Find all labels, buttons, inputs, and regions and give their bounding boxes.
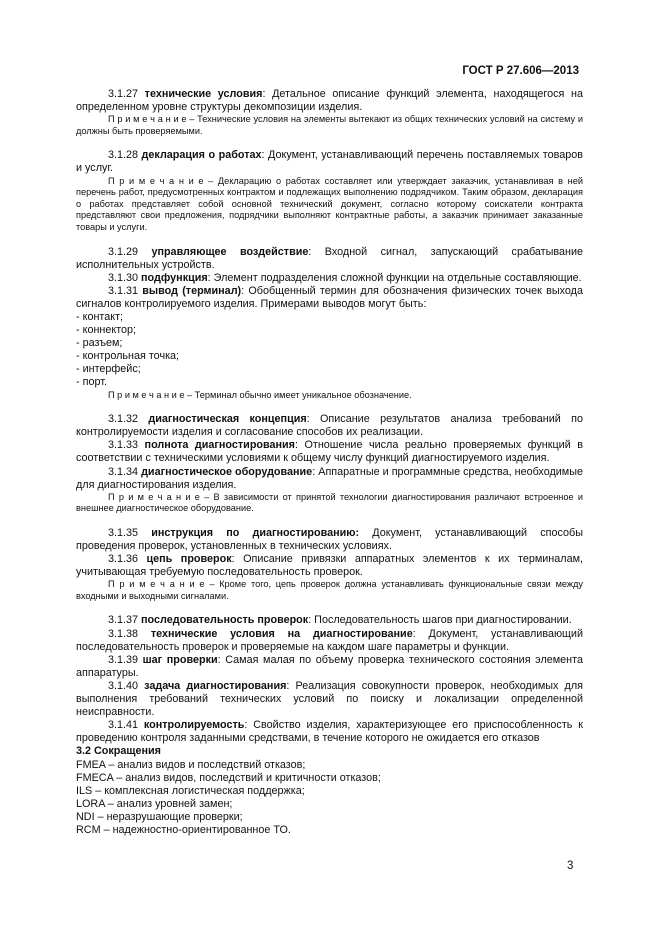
page-number: 3 bbox=[567, 860, 574, 872]
abbreviation-item: LORA – анализ уровней замен; bbox=[76, 797, 233, 810]
abbreviations-heading: 3.2 Сокращения bbox=[76, 745, 161, 758]
note-3-1-34: П р и м е ч а н и е – В зависимости от принятой технологии диагностирования различают встроенное и внешнее диагностическое оборудование. bbox=[76, 491, 583, 514]
term-entry-3-1-38: 3.1.38 технические условия на диагностирование: Документ, устанавливающий последовательность проверок и проверяемые на каждом шаге параметры и функции. bbox=[76, 627, 583, 653]
term-entry-3-1-36: 3.1.36 цепь проверок: Описание привязки аппаратных элементов к их терминалам, учитывающая требуемую последовательность проверок. bbox=[76, 553, 583, 579]
term-entry-3-1-39: 3.1.39 шаг проверки: Самая малая по объему проверка технического состояния элемента аппаратуры. bbox=[76, 653, 583, 679]
list-item: - разъем; bbox=[76, 337, 123, 350]
abbreviation-item: RCM – надежностно-ориентированное ТО. bbox=[76, 823, 291, 836]
list-item: - контакт; bbox=[76, 311, 124, 323]
list-item: - порт. bbox=[76, 376, 107, 389]
list-item: - контрольная точка; bbox=[76, 350, 180, 363]
term-entry-3-1-37: 3.1.37 последовательность проверок: Последовательность шагов при диагностировании. bbox=[108, 614, 572, 627]
term-entry-3-1-27: 3.1.27 технические условия: Детальное описание функций элемента, находящегося на определенном уровне структуры декомпозиции изделия. bbox=[76, 88, 583, 114]
term-entry-3-1-28: 3.1.28 декларация о работах: Документ, устанавливающий перечень поставляемых товаров и услуг. bbox=[76, 149, 583, 175]
abbreviations-list bbox=[76, 759, 583, 838]
abbreviation-item: FMEA – анализ видов и последствий отказов; bbox=[76, 758, 306, 771]
term-entry-3-1-30: 3.1.30 подфункция: Элемент подразделения сложной функции на отдельные составляющие. bbox=[108, 271, 582, 284]
note-3-1-28: П р и м е ч а н и е – Декларацию о работах составляет или утверждает заказчик, устанавливая в ней перечень работ, предусмотренных контрактом и подлежащих выполнению подрядчиком. Таким образом, декларация о работах представляет собой основной технический документ, согласно которому соискатели контракта представляют свои предложения, подрядчики выполняют контрактные работы, а заказчик принимает заказанные товары и услуги. bbox=[76, 175, 583, 232]
term-entry-3-1-35: 3.1.35 инструкция по диагностированию: Документ, устанавливающий способы проведения проверок, установленных в технических условиях. bbox=[76, 526, 583, 552]
term-entry-3-1-33: 3.1.33 полнота диагностирования: Отношение числа реально проверяемых функций в соответствии с техническими условиями к общему числу функций диагностируемого изделия. bbox=[76, 439, 583, 465]
term-entry-3-1-29: 3.1.29 управляющее воздействие: Входной сигнал, запускающий срабатывание исполнительных устройств. bbox=[76, 245, 583, 271]
document-header: ГОСТ Р 27.606—2013 bbox=[462, 65, 579, 77]
abbreviation-item: FMECA – анализ видов, последствий и критичности отказов; bbox=[76, 771, 381, 784]
list-item: - коннектор; bbox=[76, 324, 137, 337]
page-content bbox=[76, 88, 583, 837]
term-entry-3-1-31: 3.1.31 вывод (терминал): Обобщенный термин для обозначения физических точек выхода сигналов контролируемого изделия. Примерами выводов могут быть: bbox=[76, 284, 583, 310]
note-3-1-36: П р и м е ч а н и е – Кроме того, цепь проверок должна устанавливать функциональные связи между входными и выходными сигналами. bbox=[76, 579, 583, 601]
term-entry-3-1-32: 3.1.32 диагностическая концепция: Описание результатов анализа требований по контролируемости изделия и согласование способов их реализации. bbox=[76, 413, 584, 439]
term-entry-3-1-34: 3.1.34 диагностическое оборудование: Аппаратные и программные средства, необходимые для диагностирования изделия. bbox=[76, 465, 583, 491]
abbreviation-item: ILS – комплексная логистическая поддержка; bbox=[76, 784, 305, 797]
abbreviation-item: NDI – неразрушающие проверки; bbox=[76, 810, 243, 823]
list-item: - интерфейс; bbox=[76, 363, 141, 376]
term-entry-3-1-41: 3.1.41 контролируемость: Свойство изделия, характеризующее его приспособленность к проведению контроля заданными средствами, в течение которого не ожидается его отказов bbox=[76, 719, 583, 745]
note-3-1-27: П р и м е ч а н и е – Технические условия на элементы вытекают из общих технических условий на систему и должны быть проверяемыми. bbox=[76, 114, 583, 136]
note-3-1-31: П р и м е ч а н и е – Терминал обычно имеет уникальное обозначение. bbox=[108, 389, 412, 400]
outputs-list bbox=[76, 311, 583, 390]
term-entry-3-1-40: 3.1.40 задача диагностирования: Реализация совокупности проверок, необходимых для выполнения требований технических условий по поиску и локализации определенной неисправности. bbox=[76, 679, 583, 719]
